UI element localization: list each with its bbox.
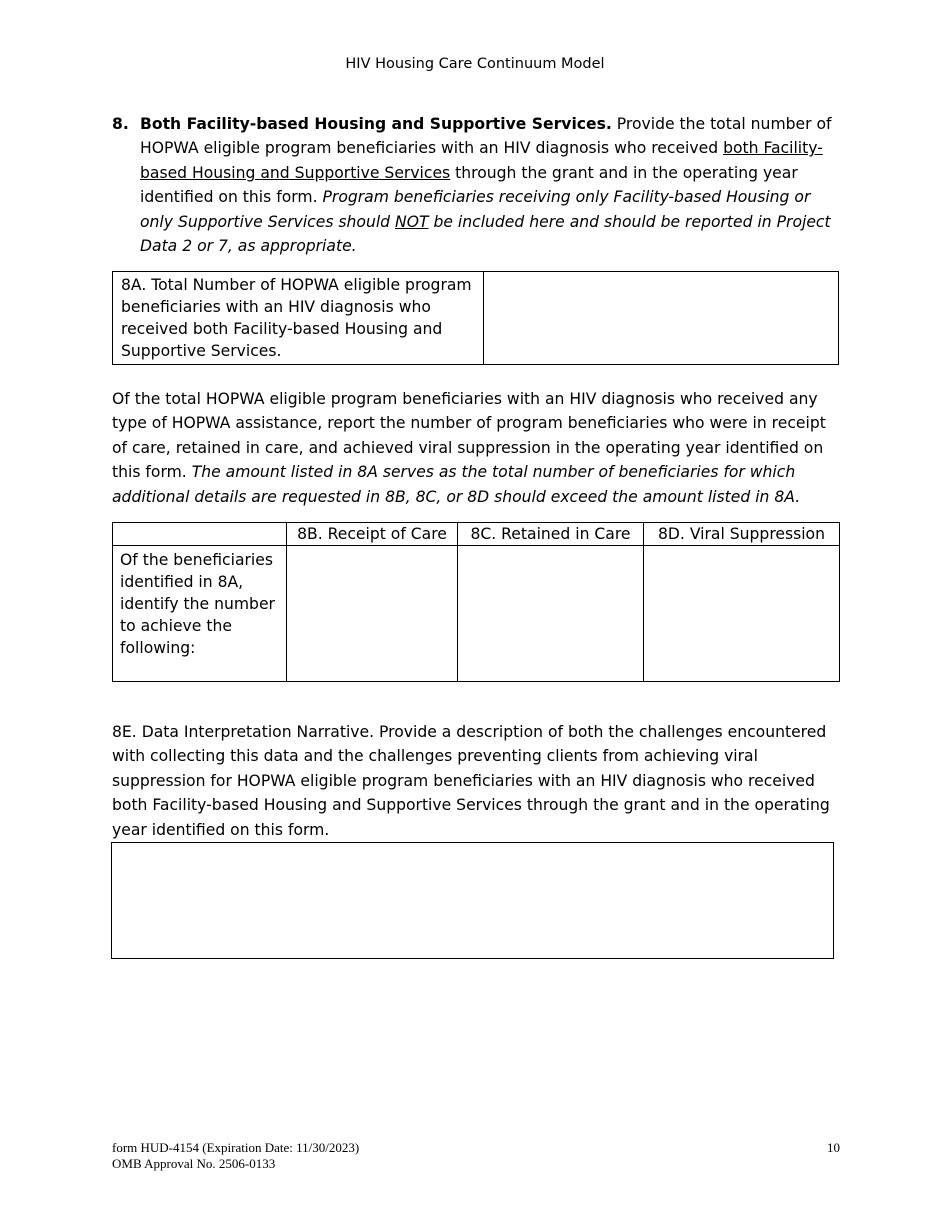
field-8b-input[interactable] xyxy=(287,546,458,682)
narrative-text-box[interactable] xyxy=(111,842,834,959)
continuum-instructions xyxy=(112,387,842,509)
table-header-row xyxy=(113,523,840,546)
table-8b-8c-8d xyxy=(112,522,840,682)
section-continued-text: through the grant and in the operating year identified on this form. xyxy=(140,163,798,207)
header-8b-receipt-of-care: 8B. Receipt of Care xyxy=(287,523,458,546)
page-header-title: HIV Housing Care Continuum Model xyxy=(345,56,605,72)
italic-note-part-2: be included here and should be reported in Project Data 2 or 7, as appropriate. xyxy=(140,212,831,256)
table-row xyxy=(113,272,839,365)
header-empty-cell xyxy=(113,523,287,546)
footer-form-line: form HUD-4154 (Expiration Date: 11/30/2023) xyxy=(112,1140,360,1155)
section-heading: Both Facility-based Housing and Supportive Services. xyxy=(140,115,612,133)
header-8d-viral-suppression: 8D. Viral Suppression xyxy=(644,523,840,546)
header-8c-retained-in-care: 8C. Retained in Care xyxy=(458,523,644,546)
section-number: 8. xyxy=(112,115,129,133)
field-8c-input[interactable] xyxy=(458,546,644,682)
underlined-phrase: both Facility-based Housing and Supportive Services xyxy=(140,139,823,182)
table-row xyxy=(113,546,840,682)
page-footer xyxy=(112,1140,840,1172)
section-8-instructions xyxy=(112,112,842,258)
footer-omb-line: OMB Approval No. 2506-0133 xyxy=(112,1156,276,1171)
italic-note-part-1: Program beneficiaries receiving only Facility-based Housing or only Supportive Services should xyxy=(140,188,811,231)
section-8-body xyxy=(140,112,842,258)
table-8a xyxy=(112,271,839,365)
field-8a-input[interactable] xyxy=(484,272,839,365)
page-number: 10 xyxy=(827,1140,840,1155)
section-intro-text: Provide the total number of HOPWA eligible program beneficiaries with an HIV diagnosis who received xyxy=(140,115,832,158)
italic-not-emphasis: NOT xyxy=(395,212,429,231)
field-8d-input[interactable] xyxy=(644,546,840,682)
narrative-prompt: 8E. Data Interpretation Narrative. Provide a description of both the challenges encountered with collecting this data and the challenges preventing clients from achieving viral suppression for HOPWA eligible program beneficiaries with an HIV diagnosis who received both Facility-based Housing and Supportive Services through the grant and in the operating year identified on this form. xyxy=(112,723,830,839)
field-8a-label: 8A. Total Number of HOPWA eligible program beneficiaries with an HIV diagnosis who received both Facility-based Housing and Supportive Services. xyxy=(113,272,484,365)
row-label-beneficiaries: Of the beneficiaries identified in 8A, identify the number to achieve the following: xyxy=(113,546,287,682)
continuum-text: Of the total HOPWA eligible program beneficiaries with an HIV diagnosis who received any type of HOPWA assistance, report the number of program beneficiaries who were in receipt of care, retained in care, and achieved viral suppression in the operating year identified on this form. xyxy=(112,390,826,482)
continuum-italic-note: The amount listed in 8A serves as the total number of beneficiaries for which additional details are requested in 8B, 8C, or 8D should exceed the amount listed in 8A. xyxy=(112,463,801,506)
